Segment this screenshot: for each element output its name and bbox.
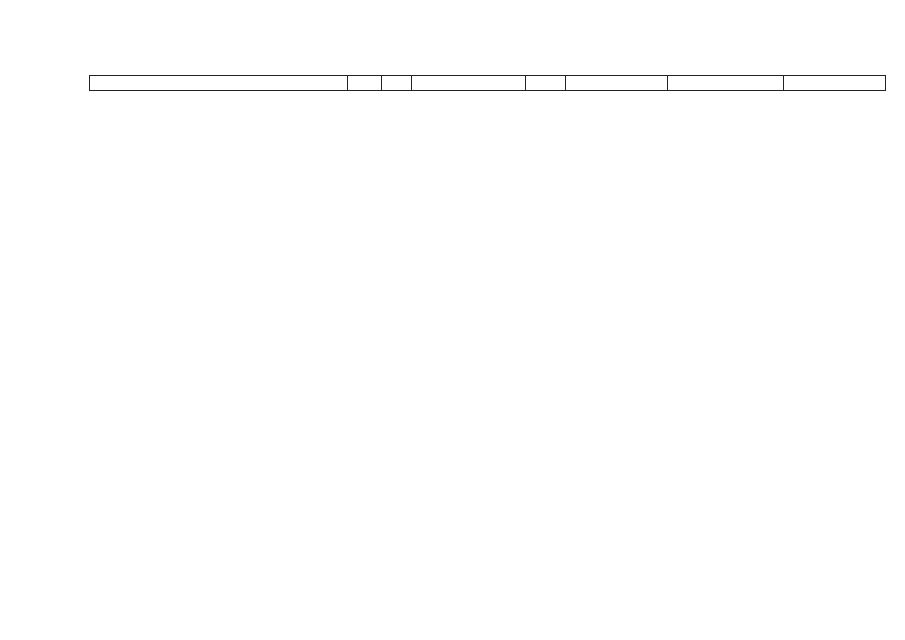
header-csr bbox=[412, 76, 526, 90]
header-vr bbox=[526, 76, 566, 90]
header-pr bbox=[382, 76, 412, 90]
header-name bbox=[90, 76, 348, 90]
header-2020 bbox=[784, 76, 885, 90]
header-2019 bbox=[668, 76, 785, 90]
header-rz bbox=[348, 76, 382, 90]
header-2018 bbox=[566, 76, 668, 90]
table-header bbox=[89, 75, 886, 91]
